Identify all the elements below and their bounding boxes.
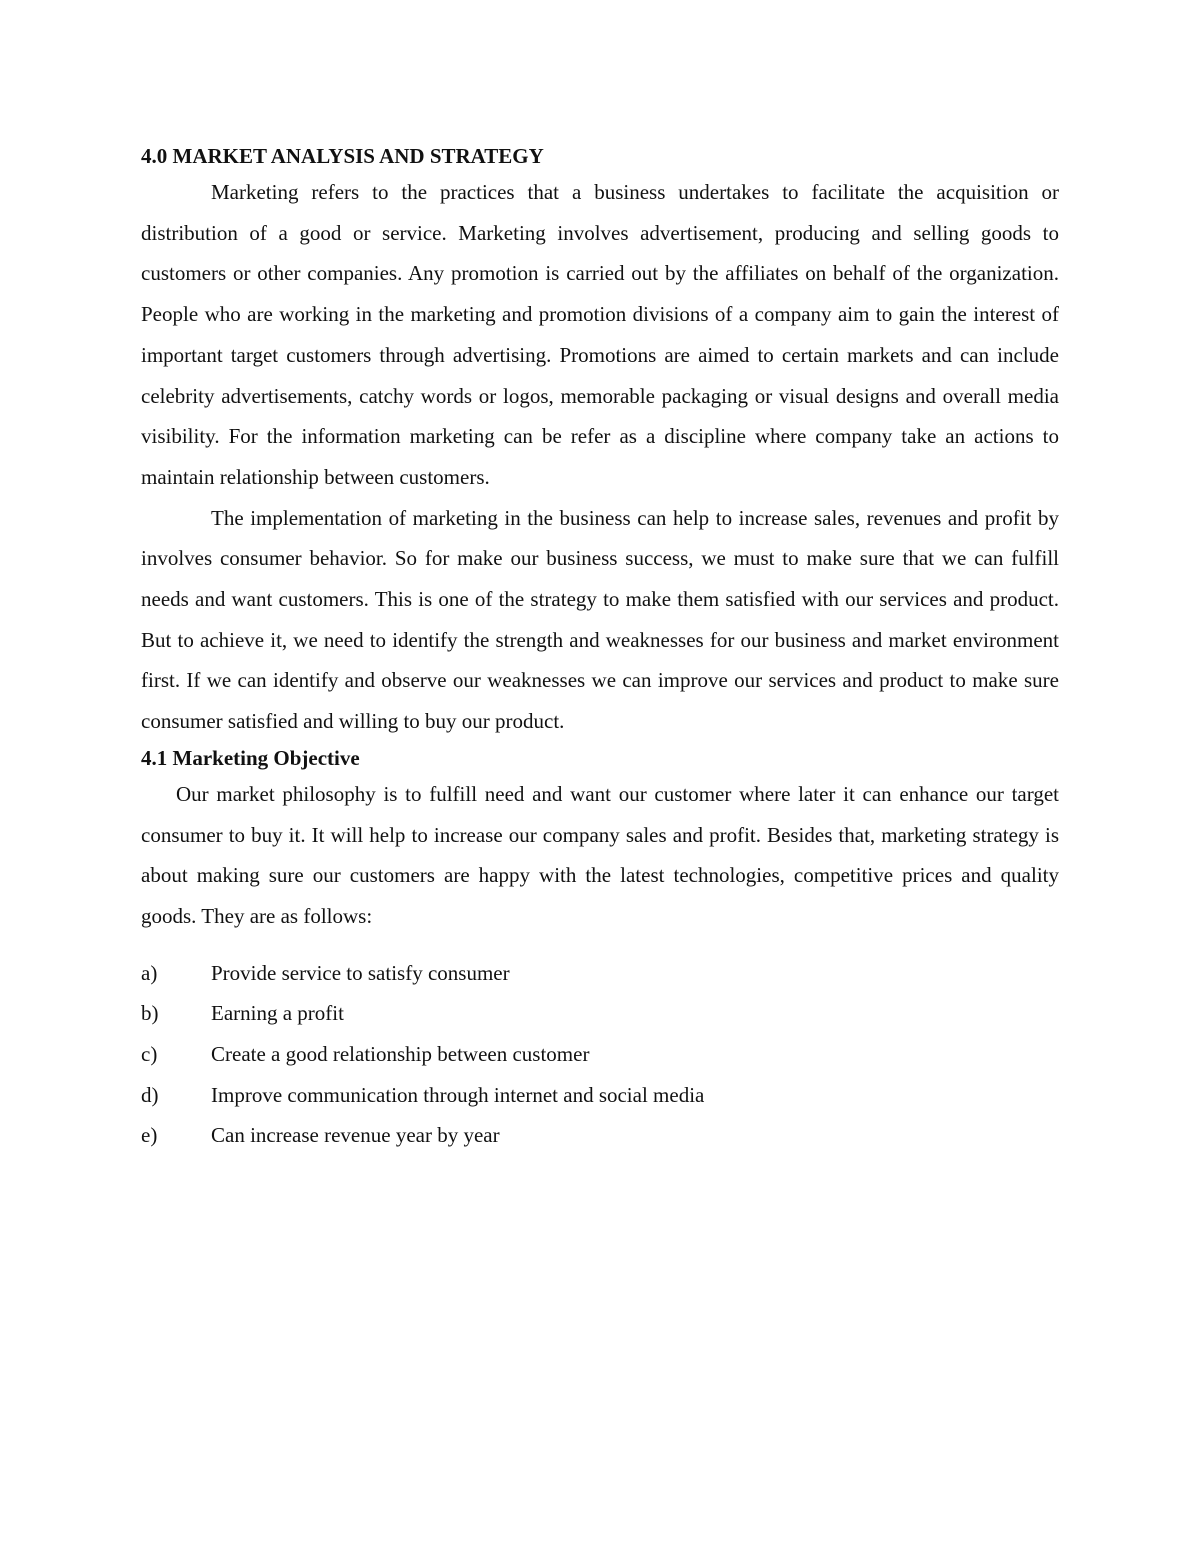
- list-marker: e): [141, 1123, 158, 1148]
- section-paragraph-1: Marketing refers to the practices that a business undertakes to facilitate the acquisition or distribution of a good or service. Marketing involves advertisement, producing and selling goods to customers or other companies. Any promotion is carried out by the affiliates on behalf of the organization. People who are working in the marketing and promotion divisions of a company aim to gain the interest of important target customers through advertising. Promotions are aimed to certain markets and can include celebrity advertisements, catchy words or logos, memorable packaging or visual designs and overall media visibility. For the information marketing can be refer as a discipline where company take an actions to maintain relationship between customers.: [141, 180, 1059, 489]
- list-item-text: Provide service to satisfy consumer: [211, 960, 510, 985]
- list-marker: a): [141, 960, 158, 985]
- list-item-text: Create a good relationship between customer: [211, 1042, 590, 1067]
- list-item-text: Improve communication through internet and social media: [211, 1082, 705, 1107]
- list-item-text: Earning a profit: [211, 1001, 344, 1026]
- objectives-list: [141, 953, 1059, 1157]
- list-item-text: Can increase revenue year by year: [211, 1123, 500, 1148]
- list-item: [141, 1075, 1059, 1116]
- subsection-paragraph: Our market philosophy is to fulfill need and want our customer where later it can enhance our target consumer to buy it. It will help to increase our company sales and profit. Besides that, marketing strategy is about making sure our customers are happy with the latest technologies, competitive prices and quality goods. They are as follows:: [141, 781, 1059, 928]
- subsection-title: 4.1 Marketing Objective: [141, 745, 360, 770]
- list-marker: d): [141, 1082, 159, 1107]
- page-content: [141, 140, 1059, 1156]
- list-item: [141, 993, 1059, 1034]
- list-item: [141, 1034, 1059, 1075]
- list-item: [141, 953, 1059, 994]
- list-marker: b): [141, 1001, 159, 1026]
- list-item: [141, 1115, 1059, 1156]
- section-title: 4.0 MARKET ANALYSIS AND STRATEGY: [141, 144, 544, 168]
- section-paragraph-2: The implementation of marketing in the business can help to increase sales, revenues and profit by involves consumer behavior. So for make our business success, we must to make sure that we can fulfill needs and want customers. This is one of the strategy to make them satisfied with our services and product. But to achieve it, we need to identify the strength and weaknesses for our business and market environment first. If we can identify and observe our weaknesses we can improve our services and product to make sure consumer satisfied and willing to buy our product.: [141, 505, 1059, 734]
- list-marker: c): [141, 1042, 158, 1067]
